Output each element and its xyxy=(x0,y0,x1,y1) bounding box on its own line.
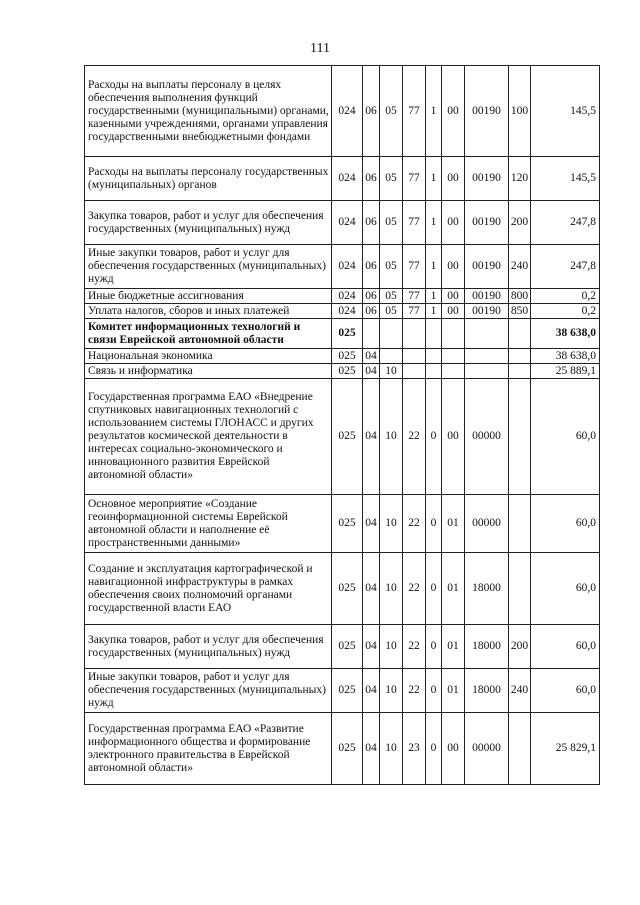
subprogram-code-cell: 1 xyxy=(426,245,442,289)
direction-code-cell xyxy=(465,319,509,349)
ved-code-cell: 024 xyxy=(332,289,363,304)
activity-code-cell: 01 xyxy=(442,495,465,553)
section-code-cell: 06 xyxy=(363,245,380,289)
direction-code-cell: 00190 xyxy=(465,157,509,201)
table-row xyxy=(85,319,600,349)
amount-cell: 60,0 xyxy=(531,379,600,495)
row-name-cell: Создание и эксплуатация картографической и навигационной инфраструктуры в рамках обеспечения своих полномочий органами государственной власти ЕАО xyxy=(85,553,332,625)
row-name-cell: Государственная программа ЕАО «Внедрение спутниковых навигационных технологий с использованием системы ГЛОНАСС и других результатов космической деятельности в интересах социально-экономического и инновационного развития Еврейской автономной области» xyxy=(85,379,332,495)
subprogram-code-cell: 0 xyxy=(426,553,442,625)
direction-code-cell xyxy=(465,364,509,379)
row-name-cell: Уплата налогов, сборов и иных платежей xyxy=(85,304,332,319)
subprogram-code-cell: 0 xyxy=(426,379,442,495)
page-number: 111 xyxy=(310,41,330,56)
row-name-cell: Связь и информатика xyxy=(85,364,332,379)
direction-code-cell: 00000 xyxy=(465,379,509,495)
subsection-code-cell: 10 xyxy=(380,625,403,669)
row-name-cell: Государственная программа ЕАО «Развитие информационного общества и формирование электронного правительства в Еврейской автономной области» xyxy=(85,713,332,785)
subprogram-code-cell xyxy=(426,349,442,364)
section-code-cell: 06 xyxy=(363,201,380,245)
table-body xyxy=(85,66,600,785)
subprogram-code-cell xyxy=(426,364,442,379)
direction-code-cell xyxy=(465,349,509,364)
activity-code-cell: 00 xyxy=(442,245,465,289)
activity-code-cell: 00 xyxy=(442,201,465,245)
expense-type-cell: 200 xyxy=(509,625,531,669)
amount-cell: 0,2 xyxy=(531,304,600,319)
subsection-code-cell: 10 xyxy=(380,713,403,785)
subsection-code-cell: 05 xyxy=(380,157,403,201)
ved-code-cell: 024 xyxy=(332,201,363,245)
table-row xyxy=(85,66,600,157)
subsection-code-cell: 05 xyxy=(380,201,403,245)
ved-code-cell: 025 xyxy=(332,669,363,713)
section-code-cell: 06 xyxy=(363,66,380,157)
section-code-cell: 04 xyxy=(363,495,380,553)
amount-cell: 145,5 xyxy=(531,66,600,157)
table-row xyxy=(85,669,600,713)
table-row xyxy=(85,289,600,304)
activity-code-cell: 01 xyxy=(442,553,465,625)
program-code-cell xyxy=(403,364,426,379)
subsection-code-cell: 05 xyxy=(380,289,403,304)
direction-code-cell: 00190 xyxy=(465,289,509,304)
table-row xyxy=(85,713,600,785)
section-code-cell: 04 xyxy=(363,669,380,713)
program-code-cell: 22 xyxy=(403,495,426,553)
section-code-cell: 06 xyxy=(363,304,380,319)
subprogram-code-cell: 0 xyxy=(426,625,442,669)
subprogram-code-cell: 0 xyxy=(426,669,442,713)
row-name-cell: Иные закупки товаров, работ и услуг для обеспечения государственных (муниципальных) нужд xyxy=(85,669,332,713)
program-code-cell: 77 xyxy=(403,304,426,319)
program-code-cell: 77 xyxy=(403,289,426,304)
section-code-cell: 04 xyxy=(363,364,380,379)
activity-code-cell xyxy=(442,349,465,364)
expense-type-cell: 100 xyxy=(509,66,531,157)
expense-type-cell xyxy=(509,379,531,495)
row-name-cell: Закупка товаров, работ и услуг для обеспечения государственных (муниципальных) нужд xyxy=(85,201,332,245)
subprogram-code-cell: 0 xyxy=(426,495,442,553)
section-code-cell: 04 xyxy=(363,379,380,495)
budget-table xyxy=(84,65,600,785)
expense-type-cell: 240 xyxy=(509,245,531,289)
activity-code-cell: 00 xyxy=(442,304,465,319)
row-name-cell: Комитет информационных технологий и связи Еврейской автономной области xyxy=(85,319,332,349)
row-name-cell: Национальная экономика xyxy=(85,349,332,364)
direction-code-cell: 00190 xyxy=(465,201,509,245)
expense-type-cell xyxy=(509,319,531,349)
program-code-cell: 77 xyxy=(403,157,426,201)
activity-code-cell: 00 xyxy=(442,157,465,201)
expense-type-cell: 850 xyxy=(509,304,531,319)
activity-code-cell: 00 xyxy=(442,713,465,785)
section-code-cell xyxy=(363,319,380,349)
table-row xyxy=(85,495,600,553)
subsection-code-cell: 10 xyxy=(380,669,403,713)
section-code-cell: 06 xyxy=(363,157,380,201)
row-name-cell: Расходы на выплаты персоналу государственных (муниципальных) органов xyxy=(85,157,332,201)
section-code-cell: 04 xyxy=(363,713,380,785)
row-name-cell: Иные закупки товаров, работ и услуг для обеспечения государственных (муниципальных) нужд xyxy=(85,245,332,289)
ved-code-cell: 025 xyxy=(332,349,363,364)
amount-cell: 60,0 xyxy=(531,495,600,553)
subprogram-code-cell: 1 xyxy=(426,289,442,304)
subsection-code-cell xyxy=(380,349,403,364)
ved-code-cell: 024 xyxy=(332,245,363,289)
activity-code-cell: 00 xyxy=(442,379,465,495)
direction-code-cell: 00000 xyxy=(465,713,509,785)
table-row xyxy=(85,349,600,364)
direction-code-cell: 18000 xyxy=(465,553,509,625)
row-name-cell: Закупка товаров, работ и услуг для обеспечения государственных (муниципальных) нужд xyxy=(85,625,332,669)
subprogram-code-cell: 1 xyxy=(426,304,442,319)
row-name-cell: Расходы на выплаты персоналу в целях обеспечения выполнения функций государственными (муниципальными) органами, казенными учреждениями, органами управления государственными внебюджетными фондами xyxy=(85,66,332,157)
ved-code-cell: 025 xyxy=(332,713,363,785)
program-code-cell: 22 xyxy=(403,379,426,495)
expense-type-cell xyxy=(509,713,531,785)
expense-type-cell xyxy=(509,349,531,364)
activity-code-cell xyxy=(442,319,465,349)
section-code-cell: 04 xyxy=(363,625,380,669)
row-name-cell: Иные бюджетные ассигнования xyxy=(85,289,332,304)
activity-code-cell: 01 xyxy=(442,625,465,669)
table-row xyxy=(85,201,600,245)
section-code-cell: 04 xyxy=(363,553,380,625)
amount-cell: 25 889,1 xyxy=(531,364,600,379)
table-row xyxy=(85,245,600,289)
subprogram-code-cell: 1 xyxy=(426,157,442,201)
ved-code-cell: 024 xyxy=(332,157,363,201)
subsection-code-cell: 05 xyxy=(380,66,403,157)
activity-code-cell xyxy=(442,364,465,379)
expense-type-cell xyxy=(509,553,531,625)
ved-code-cell: 025 xyxy=(332,319,363,349)
program-code-cell: 77 xyxy=(403,245,426,289)
table-row xyxy=(85,304,600,319)
amount-cell: 145,5 xyxy=(531,157,600,201)
table-row xyxy=(85,157,600,201)
table-row xyxy=(85,364,600,379)
subsection-code-cell: 05 xyxy=(380,245,403,289)
activity-code-cell: 01 xyxy=(442,669,465,713)
program-code-cell: 77 xyxy=(403,201,426,245)
amount-cell: 60,0 xyxy=(531,669,600,713)
ved-code-cell: 025 xyxy=(332,364,363,379)
expense-type-cell xyxy=(509,495,531,553)
subsection-code-cell: 10 xyxy=(380,379,403,495)
amount-cell: 60,0 xyxy=(531,553,600,625)
amount-cell: 247,8 xyxy=(531,245,600,289)
program-code-cell: 23 xyxy=(403,713,426,785)
subsection-code-cell xyxy=(380,319,403,349)
activity-code-cell: 00 xyxy=(442,66,465,157)
program-code-cell xyxy=(403,319,426,349)
direction-code-cell: 18000 xyxy=(465,625,509,669)
amount-cell: 60,0 xyxy=(531,625,600,669)
ved-code-cell: 025 xyxy=(332,379,363,495)
table-row xyxy=(85,379,600,495)
amount-cell: 247,8 xyxy=(531,201,600,245)
program-code-cell xyxy=(403,349,426,364)
ved-code-cell: 024 xyxy=(332,304,363,319)
expense-type-cell: 120 xyxy=(509,157,531,201)
activity-code-cell: 00 xyxy=(442,289,465,304)
expense-type-cell: 800 xyxy=(509,289,531,304)
expense-type-cell: 200 xyxy=(509,201,531,245)
row-name-cell: Основное мероприятие «Создание геоинформационной системы Еврейской автономной области и наполнение её пространственными данными» xyxy=(85,495,332,553)
section-code-cell: 04 xyxy=(363,349,380,364)
subprogram-code-cell: 1 xyxy=(426,201,442,245)
expense-type-cell: 240 xyxy=(509,669,531,713)
ved-code-cell: 024 xyxy=(332,66,363,157)
direction-code-cell: 00190 xyxy=(465,245,509,289)
ved-code-cell: 025 xyxy=(332,553,363,625)
program-code-cell: 22 xyxy=(403,669,426,713)
program-code-cell: 22 xyxy=(403,625,426,669)
subsection-code-cell: 10 xyxy=(380,364,403,379)
amount-cell: 0,2 xyxy=(531,289,600,304)
subsection-code-cell: 05 xyxy=(380,304,403,319)
amount-cell: 25 829,1 xyxy=(531,713,600,785)
ved-code-cell: 025 xyxy=(332,625,363,669)
direction-code-cell: 00000 xyxy=(465,495,509,553)
ved-code-cell: 025 xyxy=(332,495,363,553)
direction-code-cell: 18000 xyxy=(465,669,509,713)
direction-code-cell: 00190 xyxy=(465,304,509,319)
program-code-cell: 77 xyxy=(403,66,426,157)
subprogram-code-cell xyxy=(426,319,442,349)
expense-type-cell xyxy=(509,364,531,379)
direction-code-cell: 00190 xyxy=(465,66,509,157)
program-code-cell: 22 xyxy=(403,553,426,625)
subprogram-code-cell: 0 xyxy=(426,713,442,785)
section-code-cell: 06 xyxy=(363,289,380,304)
subprogram-code-cell: 1 xyxy=(426,66,442,157)
subsection-code-cell: 10 xyxy=(380,553,403,625)
amount-cell: 38 638,0 xyxy=(531,319,600,349)
subsection-code-cell: 10 xyxy=(380,495,403,553)
table-row xyxy=(85,553,600,625)
table-row xyxy=(85,625,600,669)
amount-cell: 38 638,0 xyxy=(531,349,600,364)
